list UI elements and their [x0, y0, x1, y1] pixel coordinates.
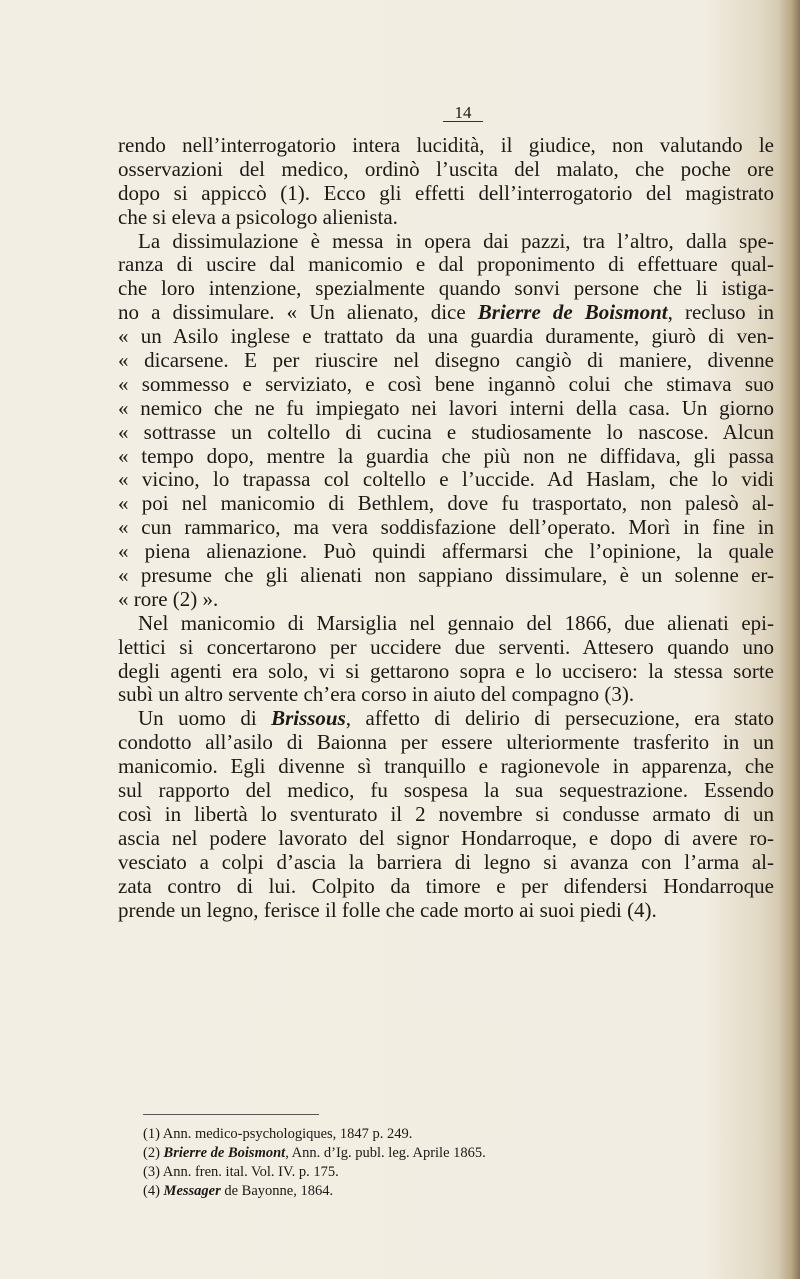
footnotes	[143, 1125, 703, 1201]
body-line: sul rapporto del medico, fu sospesa la sua sequestrazione. Essendo	[118, 778, 774, 803]
footnote-4: (4) Messager de Bayonne, 1864.	[143, 1183, 334, 1199]
body-line: condotto all’asilo di Baionna per essere ulteriormente trasferito in un	[118, 730, 774, 755]
body-line: « piena alienazione. Può quindi affermarsi che l’opinione, la quale	[118, 539, 774, 564]
body-line: « dicarsene. E per riuscire nel disegno cangiò di maniere, divenne	[118, 348, 774, 373]
footnote-rule	[143, 1114, 319, 1115]
body-line: « cun rammarico, ma vera soddisfazione dell’operato. Morì in fine in	[118, 515, 774, 540]
body-line: osservazioni del medico, ordinò l’uscita del malato, che poche ore	[118, 156, 774, 181]
body-line: « poi nel manicomio di Bethlem, dove fu trasportato, non palesò al-	[118, 491, 774, 516]
body-line: Nel manicomio di Marsiglia nel gennaio del 1866, due alienati epi-	[138, 610, 774, 635]
body-line: degli agenti era solo, vi si gettarono sopra e lo uccisero: la stessa sorte	[118, 658, 774, 683]
body-line: vesciato a colpi d’ascia la barriera di legno si avanza con l’arma al-	[118, 849, 774, 874]
body-line: « sottrasse un coltello di cucina e studiosamente lo nascose. Alcun	[118, 419, 774, 444]
body-line: zata contro di lui. Colpito da timore e per difendersi Hondarroque	[118, 873, 774, 898]
body-line: prende un legno, ferisce il folle che cade morto ai suoi piedi (4).	[118, 897, 657, 922]
body-text	[118, 134, 774, 922]
body-line: « presume che gli alienati non sappiano dissimulare, è un solenne er-	[118, 563, 774, 588]
body-line: « nemico che ne fu impiegato nei lavori interni della casa. Un giorno	[118, 395, 774, 420]
body-line: che si eleva a psicologo alienista.	[118, 204, 398, 229]
body-line: La dissimulazione è messa in opera dai pazzi, tra l’altro, dalla spe-	[138, 228, 774, 253]
body-line: subì un altro servente ch’era corso in aiuto del compagno (3).	[118, 682, 635, 707]
body-line: « tempo dopo, mentre la guardia che più non ne diffidava, gli passa	[118, 443, 774, 468]
body-line: che loro intenzione, spezialmente quando sonvi persone che li istiga-	[118, 276, 774, 301]
footnote-1: (1) Ann. medico-psychologiques, 1847 p. 249.	[143, 1126, 413, 1142]
body-line: dopo si appiccò (1). Ecco gli effetti dell’interrogatorio del magistrato	[118, 180, 774, 205]
body-line: « vicino, lo trapassa col coltello e l’uccide. Ad Haslam, che lo vidi	[118, 467, 774, 492]
footnote-2: (2) Brierre de Boismont, Ann. d’Ig. publ. leg. Aprile 1865.	[143, 1145, 486, 1161]
body-line: Un uomo di Brissous, affetto di delirio di persecuzione, era stato	[138, 706, 774, 731]
footnote-3: (3) Ann. fren. ital. Vol. IV. p. 175.	[143, 1164, 339, 1180]
body-line: così in libertà lo sventurato il 2 novembre si condusse armato di un	[118, 801, 774, 826]
body-line: ranza di uscire dal manicomio e dal proponimento di effettuare qual-	[118, 252, 774, 277]
page-number: 14	[443, 104, 483, 122]
body-line: manicomio. Egli divenne sì tranquillo e ragionevole in apparenza, che	[118, 754, 774, 779]
body-line: lettici si concertarono per uccidere due serventi. Attesero quando uno	[118, 634, 774, 659]
body-line: « sommesso e serviziato, e così bene ingannò colui che stimava suo	[118, 371, 774, 396]
body-line: ascia nel podere lavorato del signor Hondarroque, e dopo di avere ro-	[118, 825, 774, 850]
body-line: no a dissimulare. « Un alienato, dice Brierre de Boismont, recluso in	[118, 300, 775, 325]
body-line: rendo nell’interrogatorio intera lucidità, il giudice, non valutando le	[118, 133, 774, 157]
body-line: « un Asilo inglese e trattato da una guardia duramente, giurò di ven-	[118, 324, 774, 349]
body-line: « rore (2) ».	[118, 586, 219, 611]
page-edge-shadow	[778, 0, 800, 1279]
